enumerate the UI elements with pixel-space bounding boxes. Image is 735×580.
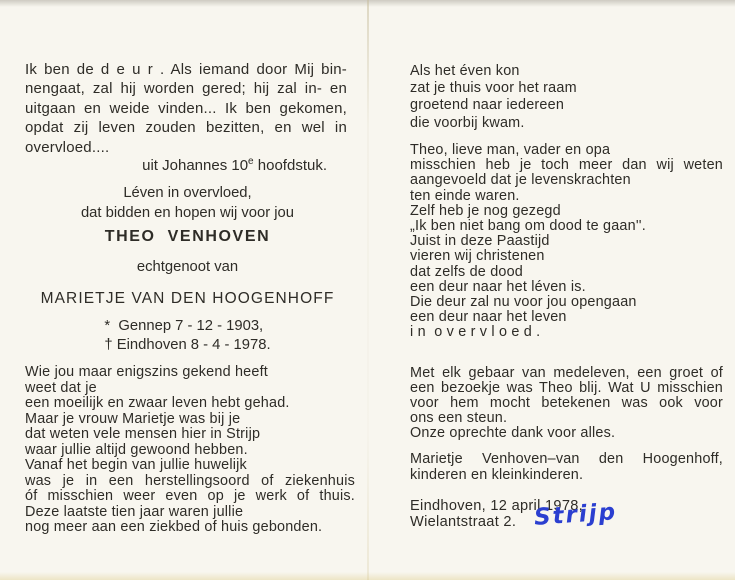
intro-prayer-line-1: dat bidden en hopen wij voor jou [80,204,295,221]
scripture-quote-line-4: overvloed.... [25,138,110,156]
poem-stanza-2-line-5: „Ik ben niet bang om dood te gaan''. [410,218,646,235]
memoir-text-line-7: was je in een herstellingsoord of ziekenhuis [25,472,355,489]
deceased-name: THEO VENHOVEN [104,228,271,245]
thanks-paragraph-line-2: voor hem mocht betekenen was ook voor [410,395,723,412]
death-date-line: † Eindhoven 8 - 4 - 1978. [104,336,271,353]
thanks-paragraph [410,366,723,441]
poem-stanza-1 [410,63,723,132]
memoir-text-line-4: dat weten vele mensen hier in Strijp [25,426,261,442]
memoir-text-line-0: Wie jou maar enigszins gekend heeft [25,364,268,380]
scripture-quote-line-1: nengaat, zal hij worden gered; hij zal in- en [25,80,347,98]
poem-stanza-2-line-4: Zelf heb je nog gezegd [410,202,561,219]
memoir-text-line-5: waar jullie altijd gewoond hebben. [25,441,248,458]
thanks-paragraph-line-1: een bezoekje was Theo blij. Wat U misschien [410,380,723,397]
poem-stanza-2-line-12: i n o v e r v l o e d . [410,324,541,341]
memoir-text [25,365,355,536]
scripture-quote [25,60,347,157]
memoir-text-line-2: een moeilijk en zwaar leven hebt gehad. [25,395,290,411]
poem-stanza-1-line-3: die voorbij kwam. [410,114,525,131]
scripture-quote-line-2: uitgaan en weide vinden... Ik ben gekomen, [25,99,347,117]
relation-label: echtgenoot van [136,259,239,275]
scripture-quote-line-3: opdat zij leven zouden bezitten, en wel in [25,119,347,137]
life-dates-inner [104,317,270,354]
memoir-text-line-9: Deze laatste tien jaar waren jullie [25,503,244,520]
poem-stanza-2-line-11: een deur naar het leven [410,309,567,326]
life-dates [25,317,350,354]
signature-family [410,452,723,483]
poem-stanza-2-line-0: Theo, lieve man, vader en opa [410,142,611,158]
dateline-line-0: Eindhoven, 12 april 1978, [410,498,584,514]
birth-date-line: * Gennep 7 - 12 - 1903, [104,318,264,334]
memoir-text-line-8: óf misschien weer even op je werk of thuis. [25,488,355,504]
memoir-text-line-1: weet dat je [25,379,97,396]
memoir-text-line-6: Vanaf het begin van jullie huwelijk [25,457,247,473]
scripture-quote-line-0: Ik ben de d e u r . Als iemand door Mij bin- [25,61,347,78]
scripture-source-text: uit Johannes 10 [142,157,249,174]
poem-stanza-2-line-9: een deur naar het léven is. [410,278,586,295]
memoir-text-line-10: nog meer aan een ziekbed of huis gebonden. [25,519,323,535]
scripture-source [25,156,327,174]
poem-stanza-2-line-3: ten einde waren. [410,187,520,204]
signature-family-line-1: kinderen en kleinkinderen. [410,466,584,483]
poem-stanza-2 [410,143,723,341]
memoir-text-line-3: Maar je vrouw Marietje was bij je [25,410,241,427]
card-center-fold [367,0,369,580]
scan-bottom-edge [0,572,735,580]
poem-stanza-2-line-6: Juist in deze Paastijd [410,233,550,250]
intro-prayer [25,184,350,223]
signature-family-line-0: Marietje Venhoven–van den Hoogenhoff, [410,451,723,467]
poem-stanza-1-line-0: Als het éven kon [410,63,520,79]
poem-stanza-2-line-1: misschien heb je toch meer dan wij weten [410,157,723,174]
scripture-source-suffix: hoofdstuk. [253,157,327,174]
poem-stanza-2-line-10: Die deur zal nu voor jou opengaan [410,294,637,311]
intro-prayer-line-0: Léven in overvloed, [123,185,252,201]
poem-stanza-2-line-2: aangevoeld dat je levenskrachten [410,172,631,189]
poem-stanza-1-line-1: zat je thuis voor het raam [410,80,577,97]
poem-stanza-2-line-8: dat zelfs de dood [410,263,524,280]
spouse-name: MARIETJE VAN DEN HOOGENHOFF [40,290,335,307]
poem-stanza-1-line-2: groetend naar iedereen [410,97,565,114]
scripture-source-superscript: e [248,156,254,167]
thanks-paragraph-line-3: ons een steun. [410,410,508,427]
dateline-line-1: Wielantstraat 2. [410,513,517,530]
poem-stanza-2-line-7: vieren wij christenen [410,248,545,265]
handwritten-place-note: Strijp [533,499,618,531]
thanks-paragraph-line-0: Met elk gebaar van medeleven, een groet of [410,365,723,381]
thanks-paragraph-line-4: Onze oprechte dank voor alles. [410,425,616,442]
